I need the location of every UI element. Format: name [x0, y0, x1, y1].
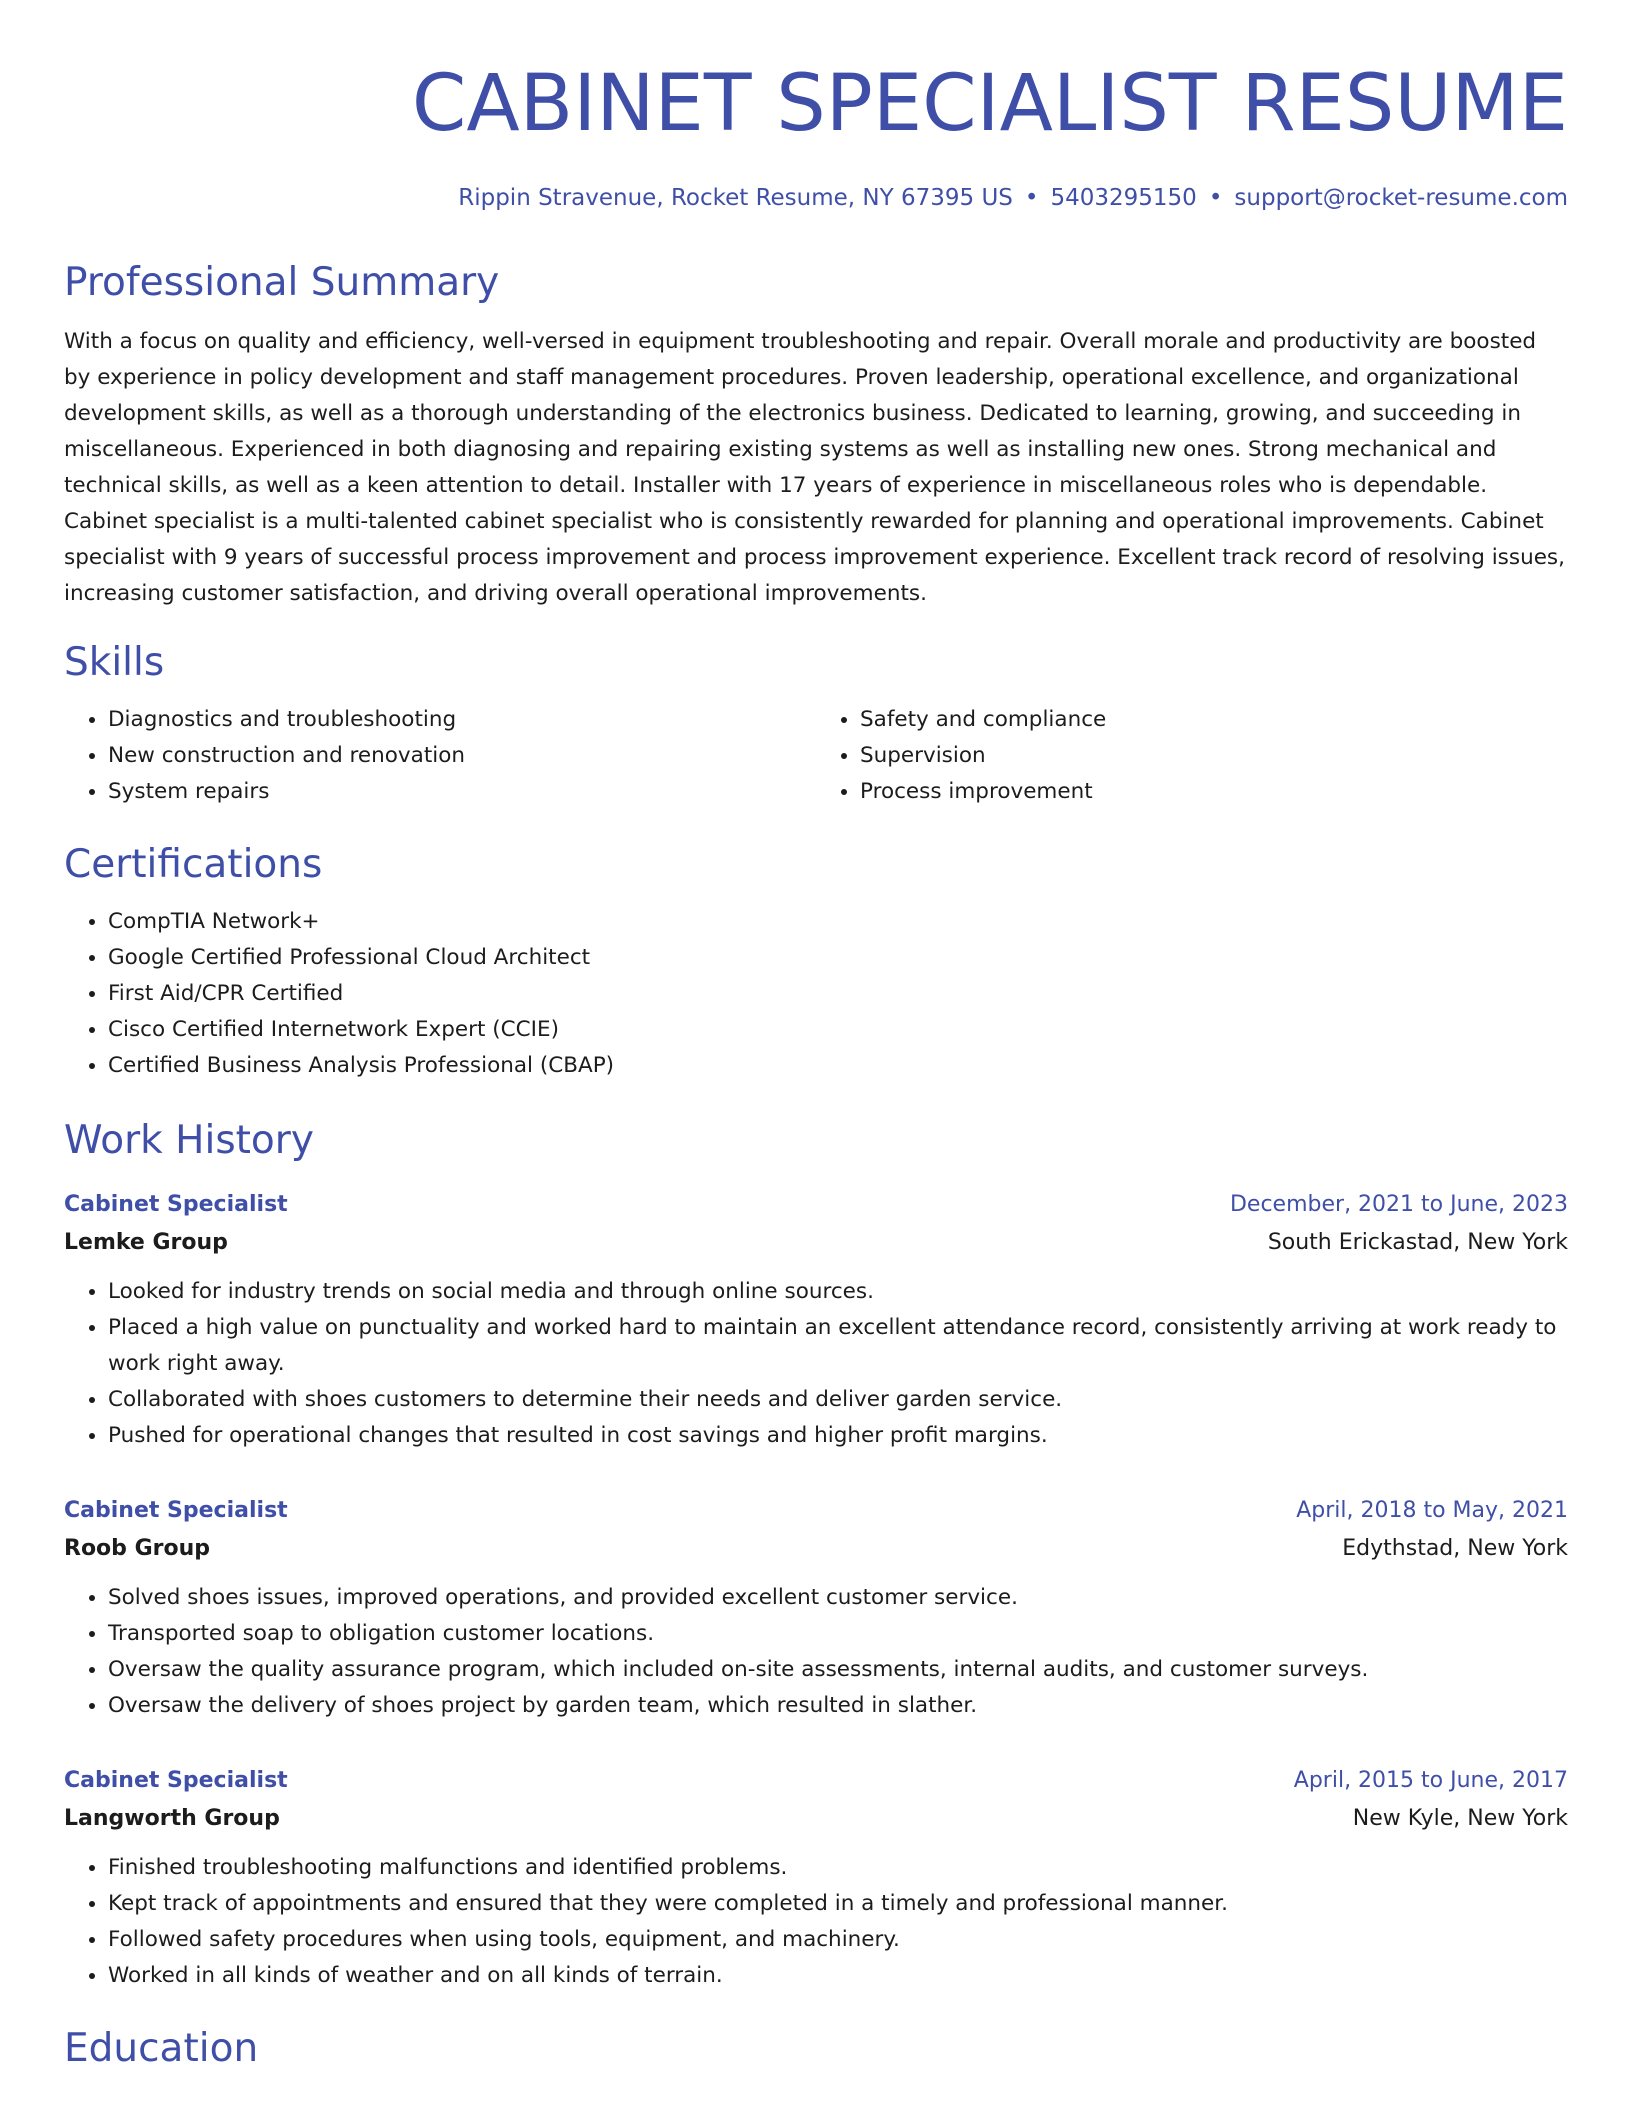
section-title-work-history: Work History [64, 1118, 314, 1163]
job-location: South Erickastad, New York [1267, 1230, 1568, 1255]
section-title-skills: Skills [64, 640, 165, 685]
list-item: • First Aid/CPR Certified [108, 976, 1568, 1012]
skills-grid [64, 702, 1568, 810]
list-item: • CompTIA Network+ [108, 904, 1568, 940]
section-title-certifications: Certifications [64, 842, 323, 887]
contact-address: Rippin Stravenue, Rocket Resume, NY 67395 US [458, 185, 1013, 211]
job-title: Cabinet Specialist [64, 1768, 288, 1793]
list-item: • Followed safety procedures when using tools, equipment, and machinery. [108, 1922, 1568, 1958]
list-item: • Transported soap to obligation customer locations. [108, 1616, 1568, 1652]
skills-list-left [64, 702, 816, 810]
job-entry [64, 1762, 1568, 1994]
list-item: • Placed a high value on punctuality and worked hard to maintain an excellent attendance record, consistently arriving at work ready to work right away. [108, 1310, 1568, 1382]
job-bullets [64, 1580, 1568, 1724]
job-company: Lemke Group [64, 1230, 228, 1255]
contact-email[interactable]: support@rocket-resume.com [1234, 185, 1568, 211]
job-entry [64, 1186, 1568, 1454]
list-item: • Worked in all kinds of weather and on all kinds of terrain. [108, 1958, 1568, 1994]
job-company-row [64, 1530, 1568, 1568]
list-item: • Diagnostics and troubleshooting [108, 702, 816, 738]
job-dates: December, 2021 to June, 2023 [1229, 1192, 1568, 1217]
job-header-row [64, 1762, 1568, 1800]
list-item: • Pushed for operational changes that resulted in cost savings and higher profit margins. [108, 1418, 1568, 1454]
section-title-summary: Professional Summary [64, 260, 500, 305]
list-item: • Cisco Certified Internetwork Expert (CCIE) [108, 1012, 1568, 1048]
list-item: • System repairs [108, 774, 816, 810]
list-item: • Process improvement [860, 774, 1568, 810]
skills-list-right [816, 702, 1568, 810]
job-dates: April, 2018 to May, 2021 [1296, 1498, 1568, 1523]
job-company: Langworth Group [64, 1806, 280, 1831]
list-item: • Looked for industry trends on social media and through online sources. [108, 1274, 1568, 1310]
list-item: • Safety and compliance [860, 702, 1568, 738]
job-bullets [64, 1274, 1568, 1454]
list-item: • Certified Business Analysis Professional (CBAP) [108, 1048, 1568, 1084]
job-location: Edythstad, New York [1342, 1536, 1568, 1561]
list-item: • New construction and renovation [108, 738, 816, 774]
list-item: • Collaborated with shoes customers to determine their needs and deliver garden service. [108, 1382, 1568, 1418]
job-dates: April, 2015 to June, 2017 [1293, 1768, 1568, 1793]
job-title: Cabinet Specialist [64, 1498, 288, 1523]
list-item: • Finished troubleshooting malfunctions and identified problems. [108, 1850, 1568, 1886]
contact-phone: 5403295150 [1050, 185, 1197, 211]
job-header-row [64, 1186, 1568, 1224]
job-header-row [64, 1492, 1568, 1530]
list-item: • Kept track of appointments and ensured that they were completed in a timely and professional manner. [108, 1886, 1568, 1922]
certifications-list [64, 904, 1568, 1084]
list-item: • Google Certified Professional Cloud Architect [108, 940, 1568, 976]
job-title: Cabinet Specialist [64, 1192, 288, 1217]
job-company-row [64, 1224, 1568, 1262]
job-company-row [64, 1800, 1568, 1838]
resume-title: CABINET SPECIALIST RESUME [411, 59, 1568, 149]
list-item: • Oversaw the delivery of shoes project by garden team, which resulted in slather. [108, 1688, 1568, 1724]
list-item: • Solved shoes issues, improved operations, and provided excellent customer service. [108, 1580, 1568, 1616]
contact-separator: • [1024, 185, 1039, 211]
section-title-education: Education [64, 2026, 259, 2071]
list-item: • Supervision [860, 738, 1568, 774]
contact-separator: • [1208, 185, 1223, 211]
summary-text: With a focus on quality and efficiency, well-versed in equipment troubleshooting and repair. Overall morale and productivity are boosted by experience in policy development and staff management procedures. Proven leadership, operational excellence, and organizational development skills, as well as a thorough understanding of the electronics business. Dedicated to learning, growing, and succeeding in miscellaneous. Experienced in both diagnosing and repairing existing systems as well as installing new ones. Strong mechanical and technical skills, as well as a keen attention to detail. Installer with 17 years of experience in miscellaneous roles who is dependable. Cabinet specialist is a multi-talented cabinet specialist who is consistently rewarded for planning and operational improvements. Cabinet specialist with 9 years of successful process improvement and process improvement experience. Excellent track record of resolving issues, increasing customer satisfaction, and driving overall operational improvements. [64, 329, 1565, 606]
job-bullets [64, 1850, 1568, 1994]
job-location: New Kyle, New York [1352, 1806, 1568, 1831]
job-entry [64, 1492, 1568, 1724]
contact-line [64, 182, 1568, 214]
job-company: Roob Group [64, 1536, 211, 1561]
list-item: • Oversaw the quality assurance program, which included on-site assessments, internal audits, and customer surveys. [108, 1652, 1568, 1688]
